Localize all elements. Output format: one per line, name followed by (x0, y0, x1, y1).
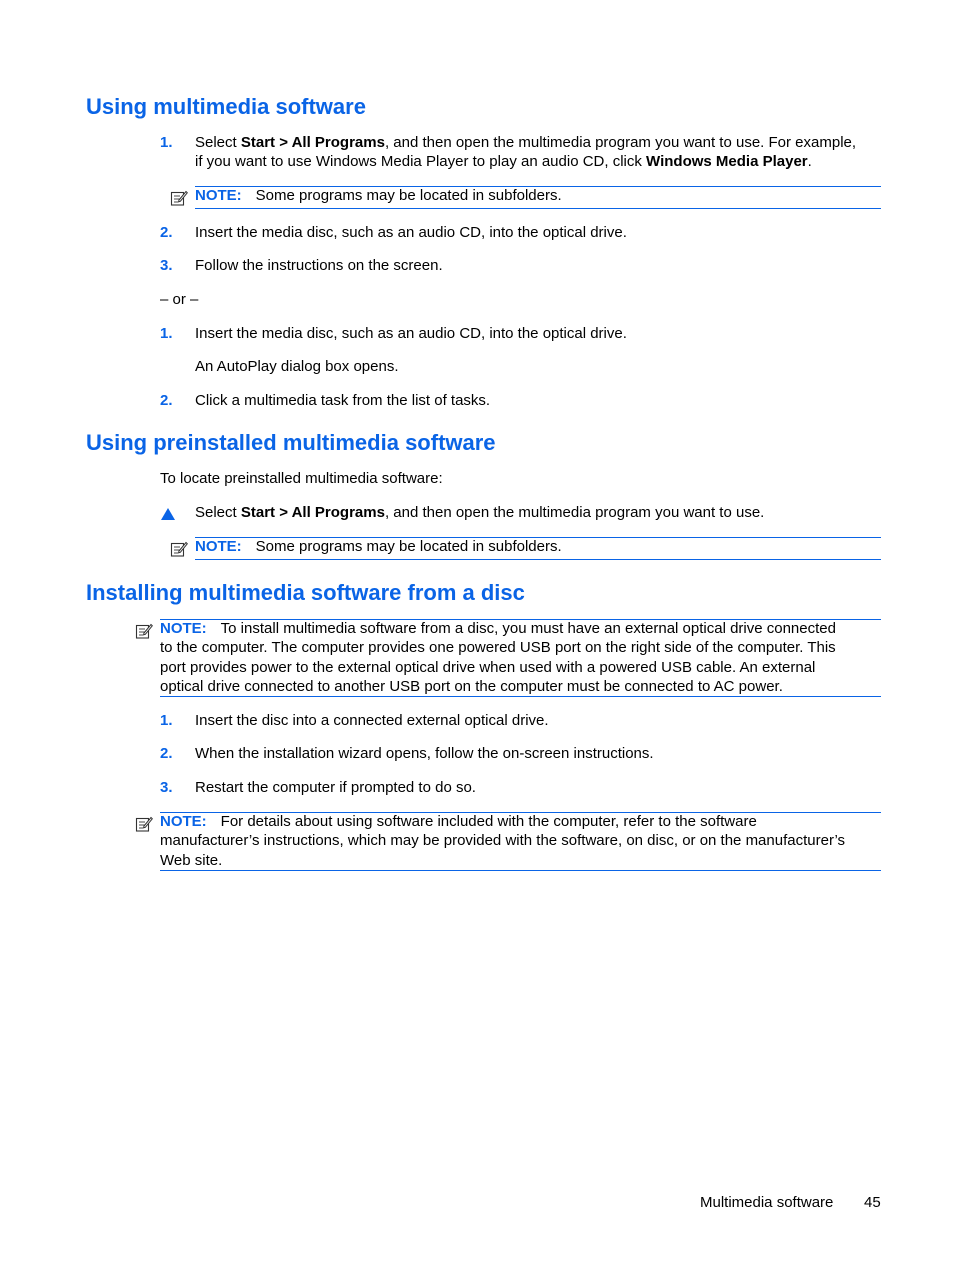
note-text-continued: to the computer. The computer provides one powered USB port on the right side of the computer. This (160, 639, 836, 656)
note-text-continued: port provides power to the external optical drive when used with a powered USB cable. An external (160, 659, 816, 676)
note-pencil-icon (170, 189, 188, 207)
step-number: 1. (160, 712, 173, 729)
note-text: NOTE: Some programs may be located in subfolders. (195, 538, 562, 555)
step-text: Insert the disc into a connected external optical drive. (195, 712, 549, 729)
step-number: 3. (160, 257, 173, 274)
step-subtext: An AutoPlay dialog box opens. (195, 358, 399, 375)
section-heading-using-multimedia-software: Using multimedia software (86, 94, 366, 119)
note-pencil-icon (135, 815, 153, 833)
note-bottom-rule (160, 696, 881, 697)
note-pencil-icon (170, 540, 188, 558)
intro-text: To locate preinstalled multimedia software: (160, 470, 443, 487)
note-text-continued: manufacturer’s instructions, which may be provided with the software, on disc, or on the manufacturer’s (160, 832, 846, 849)
step-text: Select Start > All Programs, and then open the multimedia program you want to use. For example, (195, 134, 857, 151)
note-text: NOTE: To install multimedia software from a disc, you must have an external optical drive connected (160, 620, 836, 637)
step-number: 3. (160, 779, 173, 796)
triangle-bullet-icon (161, 508, 175, 520)
step-text: When the installation wizard opens, follow the on-screen instructions. (195, 745, 654, 762)
bullet-text: Select Start > All Programs, and then open the multimedia program you want to use. (195, 504, 765, 521)
step-number: 1. (160, 134, 173, 151)
step-number: 2. (160, 224, 173, 241)
step-text: Restart the computer if prompted to do so. (195, 779, 476, 796)
note-bottom-rule (195, 208, 881, 209)
footer-page-number: 45 (864, 1194, 881, 1211)
or-separator: – or – (160, 291, 199, 308)
note-text: NOTE: Some programs may be located in subfolders. (195, 187, 562, 204)
step-text: Follow the instructions on the screen. (195, 257, 443, 274)
step-number: 2. (160, 392, 173, 409)
note-bottom-rule (195, 559, 881, 560)
note-text: NOTE: For details about using software included with the computer, refer to the software (160, 813, 757, 830)
note-pencil-icon (135, 622, 153, 640)
note-text-continued: optical drive connected to another USB port on the computer must be connected to AC power. (160, 678, 783, 695)
step-text: Click a multimedia task from the list of tasks. (195, 392, 491, 409)
step-text: Insert the media disc, such as an audio CD, into the optical drive. (195, 325, 627, 342)
section-heading-using-preinstalled-multimedia-software: Using preinstalled multimedia software (86, 430, 496, 455)
section-heading-installing-multimedia-software-from-a-disc: Installing multimedia software from a disc (86, 580, 525, 605)
note-bottom-rule (160, 870, 881, 871)
step-text-continued: if you want to use Windows Media Player to play an audio CD, click Windows Media Player. (195, 153, 812, 170)
step-text: Insert the media disc, such as an audio CD, into the optical drive. (195, 224, 627, 241)
step-number: 1. (160, 325, 173, 342)
note-text-continued: Web site. (160, 852, 223, 869)
step-number: 2. (160, 745, 173, 762)
footer-section-name: Multimedia software (700, 1194, 834, 1211)
